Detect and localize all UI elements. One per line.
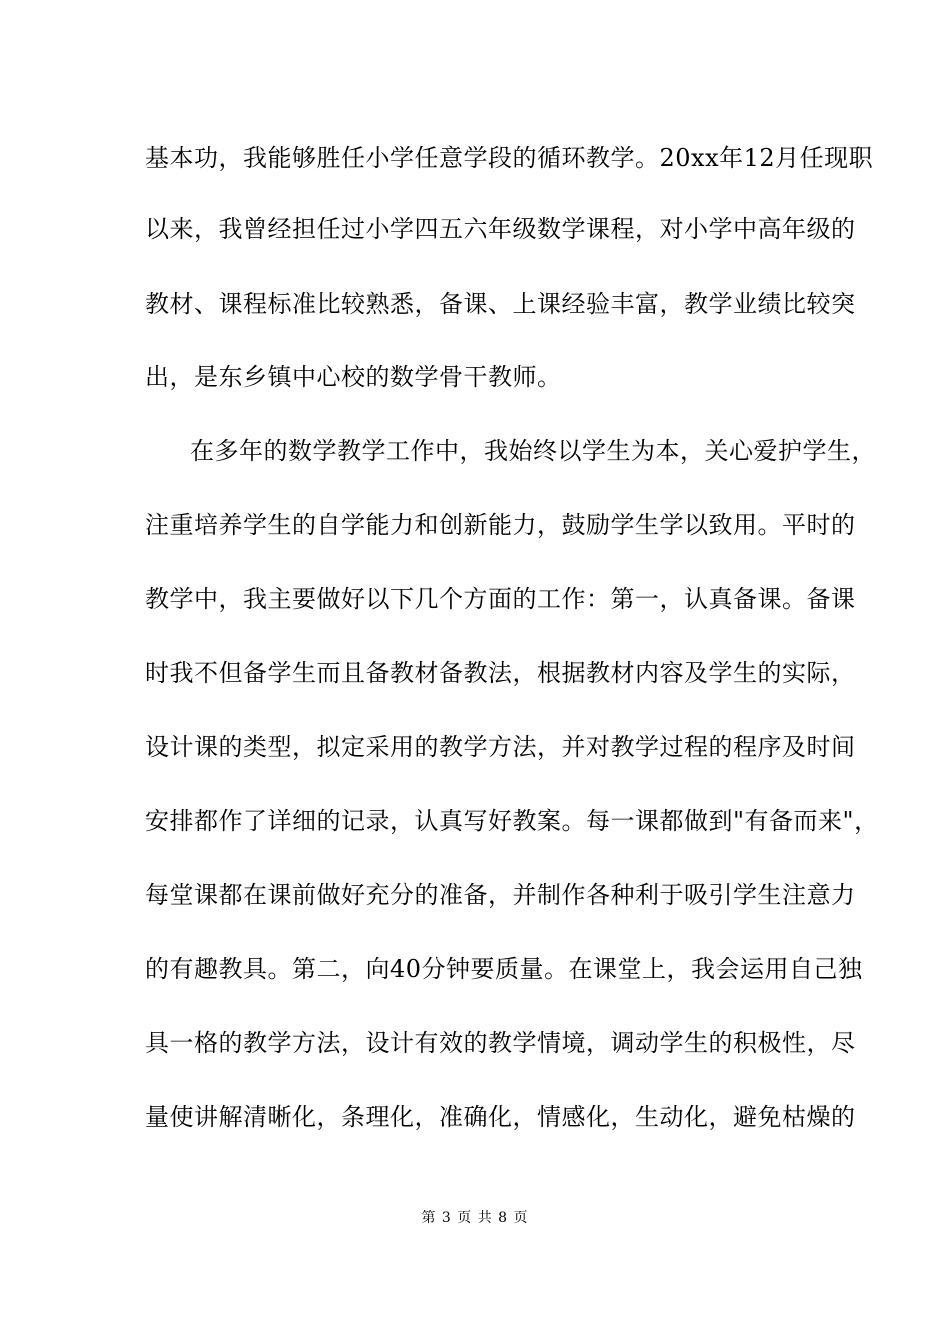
text-line-10: 安排都作了详细的记录，认真写好教案。每一课都做到"有备而来"， <box>145 807 879 835</box>
text-line-5-paragraph-start: 在多年的数学教学工作中，我始终以学生为本，关心爱护学生， <box>190 437 876 465</box>
text-line-7: 教学中，我主要做好以下几个方面的工作：第一，认真备课。备课 <box>145 585 856 613</box>
text-line-1: 基本功，我能够胜任小学任意学段的循环教学。20xx年12月任现职 <box>145 144 874 172</box>
text-line-2: 以来，我曾经担任过小学四五六年级数学课程，对小学中高年级的 <box>145 215 856 243</box>
text-line-9: 设计课的类型，拟定采用的教学方法，并对教学过程的程序及时间 <box>145 733 856 761</box>
text-line-3: 教材、课程标准比较熟悉，备课、上课经验丰富，教学业绩比较突 <box>145 290 856 318</box>
text-line-13: 具一格的教学方法，设计有效的教学情境，调动学生的积极性，尽 <box>145 1029 856 1057</box>
page-number-footer: 第 3 页 共 8 页 <box>421 1210 529 1226</box>
text-line-6: 注重培养学生的自学能力和创新能力，鼓励学生学以致用。平时的 <box>145 511 856 539</box>
text-line-11: 每堂课都在课前做好充分的准备，并制作各种利于吸引学生注意力 <box>145 881 856 909</box>
text-line-4: 出，是东乡镇中心校的数学骨干教师。 <box>145 363 562 391</box>
text-line-14: 量使讲解清晰化，条理化，准确化，情感化，生动化，避免枯燥的 <box>145 1103 856 1131</box>
text-line-8: 时我不但备学生而且备教材备教法，根据教材内容及学生的实际， <box>145 659 856 687</box>
text-line-12: 的有趣教具。第二，向40分钟要质量。在课堂上，我会运用自己独 <box>145 955 863 983</box>
